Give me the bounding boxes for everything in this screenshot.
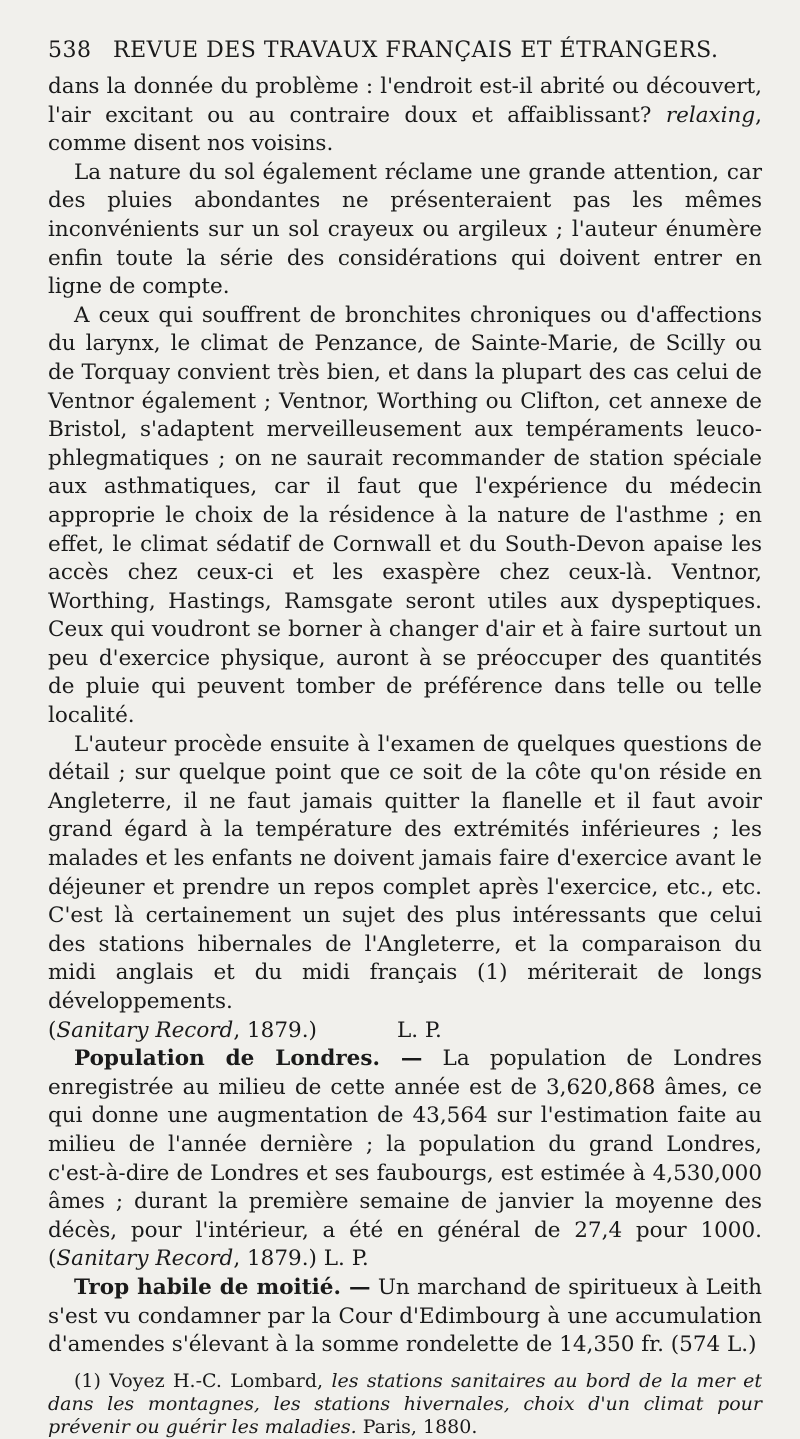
- paragraph-5: [48, 1045, 762, 1274]
- paragraph-5-text: La population de Londres enregistrée au milieu de cette année est de 3,620,868 âmes, ce qui donne une augmentation de 43,564 sur l'estimation faite au milieu de l'année dernière ; la population du grand Londres, c'est-à-dire de Londres et ses faubourgs, est estimée à 4,530,000 âmes ; durant la première semaine de janvier la moyenne des décès, pour l'intérieur, a été en général de 27,4 pour 1000. (: [48, 1046, 762, 1272]
- running-title: REVUE DES TRAVAUX FRANÇAIS ET ÉTRANGERS.: [113, 38, 719, 63]
- paragraph-4-text: L'auteur procède ensuite à l'examen de quelques questions de détail ; sur quelque point que ce soit de la côte qu'on réside en Angleterre, il ne faut jamais quitter la flanelle et il faut avoir grand égard à la température des extrémités inférieures ; les malades et les enfants ne doivent jamais faire d'exercice avant le déjeuner et prendre un repos complet après l'exercice, etc., etc. C'est là certainement un sujet des plus intéressants que celui des stations hibernales de l'Angleterre, et la comparaison du midi anglais et du midi français (1) mériterait de longs développements.: [48, 731, 762, 1014]
- paragraph-4-source: Sanitary Record: [56, 1017, 234, 1043]
- paragraph-1-text: dans la donnée du problème : l'endroit est-il abrité ou découvert, l'air excitant ou au contraire doux et affaiblissant?: [48, 74, 762, 128]
- running-head: [48, 38, 762, 63]
- paragraph-6: [48, 1274, 762, 1360]
- paragraph-5-source: Sanitary Record: [56, 1246, 234, 1272]
- page-number: 538: [48, 38, 92, 63]
- paragraph-1-end: , comme disent nos voisins.: [48, 102, 762, 157]
- footnote-italic: les stations sanitaires au bord de la mer et dans les montagnes, les stations hivernales, choix d'un climat pour prévenir ou guérir les maladies.: [48, 1369, 762, 1438]
- paragraph-4-signature: L. P.: [396, 1017, 442, 1043]
- paragraph-5-signature: L. P.: [323, 1246, 369, 1272]
- paragraph-4-source-open: (: [48, 1017, 57, 1043]
- paragraph-3: A ceux qui souffrent de bronchites chroniques ou d'affections du larynx, le climat de Penzance, de Sainte-Marie, de Scilly ou de Torquay convient très bien, et dans la plupart des cas celui de Ventnor également ; Ventnor, Worthing ou Clifton, cet annexe de Bristol, s'adaptent merveilleusement aux tempéraments leuco-phlegmatiques ; on ne saurait recommander de station spéciale aux asthmatiques, car il faut que l'expérience du médecin approprie le choix de la résidence à la nature de l'asthme ; en effet, le climat sédatif de Cornwall et du South-Devon apaise les accès chez ceux-ci et les exaspère chez ceux-là. Ventnor, Worthing, Hastings, Ramsgate seront utiles aux dyspeptiques. Ceux qui voudront se borner à changer d'air et à faire surtout un peu d'exercice physique, auront à se préoccuper des quantités de pluie qui peuvent tomber de préférence dans telle ou telle localité.: [48, 302, 762, 729]
- paragraph-1-italic: relaxing: [665, 102, 756, 128]
- footnote-marker: (1) Voyez H.-C. Lombard,: [74, 1369, 332, 1392]
- paragraph-6-heading: Trop habile de moitié. —: [74, 1274, 371, 1300]
- footnote: [48, 1370, 762, 1439]
- footnote-end: Paris, 1880.: [356, 1415, 478, 1438]
- body-text: [48, 73, 762, 1360]
- paragraph-1: [48, 73, 762, 159]
- paragraph-5-heading: Population de Londres. —: [74, 1046, 423, 1072]
- paragraph-6-text: Un marchand de spiritueux à Leith s'est vu condamner par la Cour d'Edimbourg à une accumulation d'amendes s'élevant à la somme rondelette de 14,350 fr. (574 L.): [48, 1274, 762, 1358]
- paragraph-4: [48, 731, 762, 1046]
- paragraph-2: La nature du sol également réclame une grande attention, car des pluies abondantes ne présenteraient pas les mêmes inconvénients sur un sol crayeux ou argileux ; l'auteur énumère enfin toute la série des considérations qui doivent entrer en ligne de compte.: [48, 159, 762, 300]
- paragraph-5-source-end: , 1879.): [233, 1246, 317, 1272]
- paragraph-4-source-end: , 1879.): [233, 1017, 317, 1043]
